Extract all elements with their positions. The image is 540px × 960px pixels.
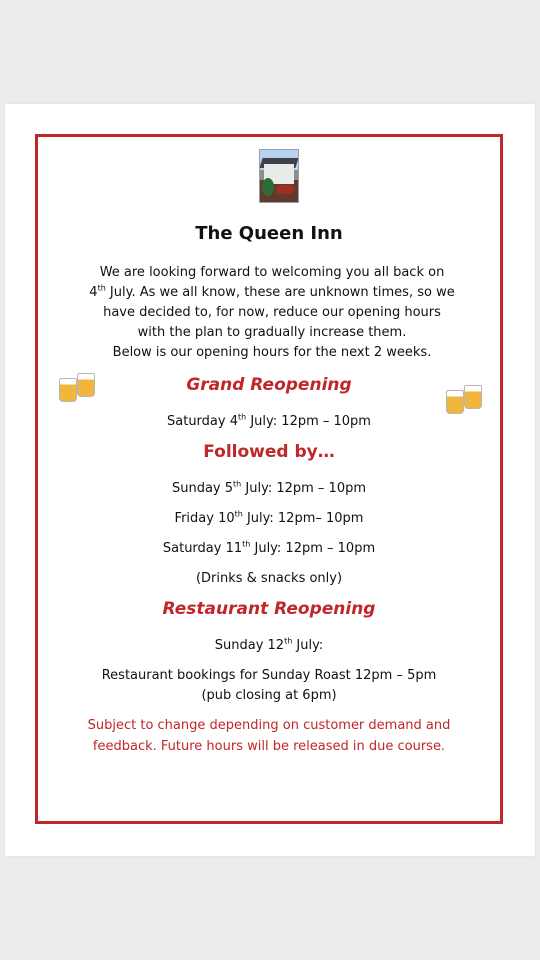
intro-line: have decided to, for now, reduce our opening hours <box>103 305 441 320</box>
restaurant-day: Sunday 12 <box>214 638 285 653</box>
followed-day: Friday 10 <box>174 511 235 526</box>
intro-line-rest: July. As we all know, these are unknown times, so we <box>105 285 455 300</box>
followed-day: Saturday 11 <box>162 541 243 556</box>
restaurant-rest: July: <box>292 638 324 653</box>
grand-reopening-heading: Grand Reopening <box>186 375 352 395</box>
intro-line <box>85 283 459 303</box>
intro-line: Below is our opening hours for the next 2 weeks. <box>112 345 432 360</box>
followed-rest: July: 12pm – 10pm <box>250 541 376 556</box>
followed-rest: July: 12pm – 10pm <box>241 481 367 496</box>
restaurant-reopening-heading: Restaurant Reopening <box>162 599 376 619</box>
intro-line: We are looking forward to welcoming you all back on <box>99 265 445 280</box>
page-title: The Queen Inn <box>195 223 343 244</box>
grand-sup: th <box>238 412 247 422</box>
notice-line: Subject to change depending on customer demand and <box>87 718 451 733</box>
followed-by-heading: Followed by… <box>203 442 335 462</box>
flyer-frame <box>35 134 503 824</box>
followed-item <box>38 511 500 526</box>
restaurant-booking-line: Restaurant bookings for Sunday Roast 12pm – 5pm <box>101 668 437 683</box>
grand-reopening-time <box>38 414 500 429</box>
grand-rest: July: 12pm – 10pm <box>246 414 371 429</box>
followed-item <box>38 481 500 496</box>
followed-sup: th <box>234 509 243 519</box>
intro-text <box>85 263 459 363</box>
followed-item <box>38 541 500 556</box>
followed-day: Sunday 5 <box>171 481 234 496</box>
followed-rest: July: 12pm– 10pm <box>242 511 364 526</box>
drinks-note: (Drinks & snacks only) <box>195 571 343 586</box>
intro-line: with the plan to gradually increase them. <box>137 325 407 340</box>
notice-line: feedback. Future hours will be released in due course. <box>92 739 446 754</box>
restaurant-sup: th <box>284 636 293 646</box>
intro-date: 4th <box>89 283 106 300</box>
flyer-sheet <box>5 104 535 856</box>
pub-photo-icon <box>259 149 299 203</box>
restaurant-date <box>38 638 500 653</box>
grand-day: Saturday 4 <box>167 414 238 429</box>
restaurant-closing-line: (pub closing at 6pm) <box>201 688 337 703</box>
followed-sup: th <box>242 539 251 549</box>
followed-sup: th <box>233 479 242 489</box>
